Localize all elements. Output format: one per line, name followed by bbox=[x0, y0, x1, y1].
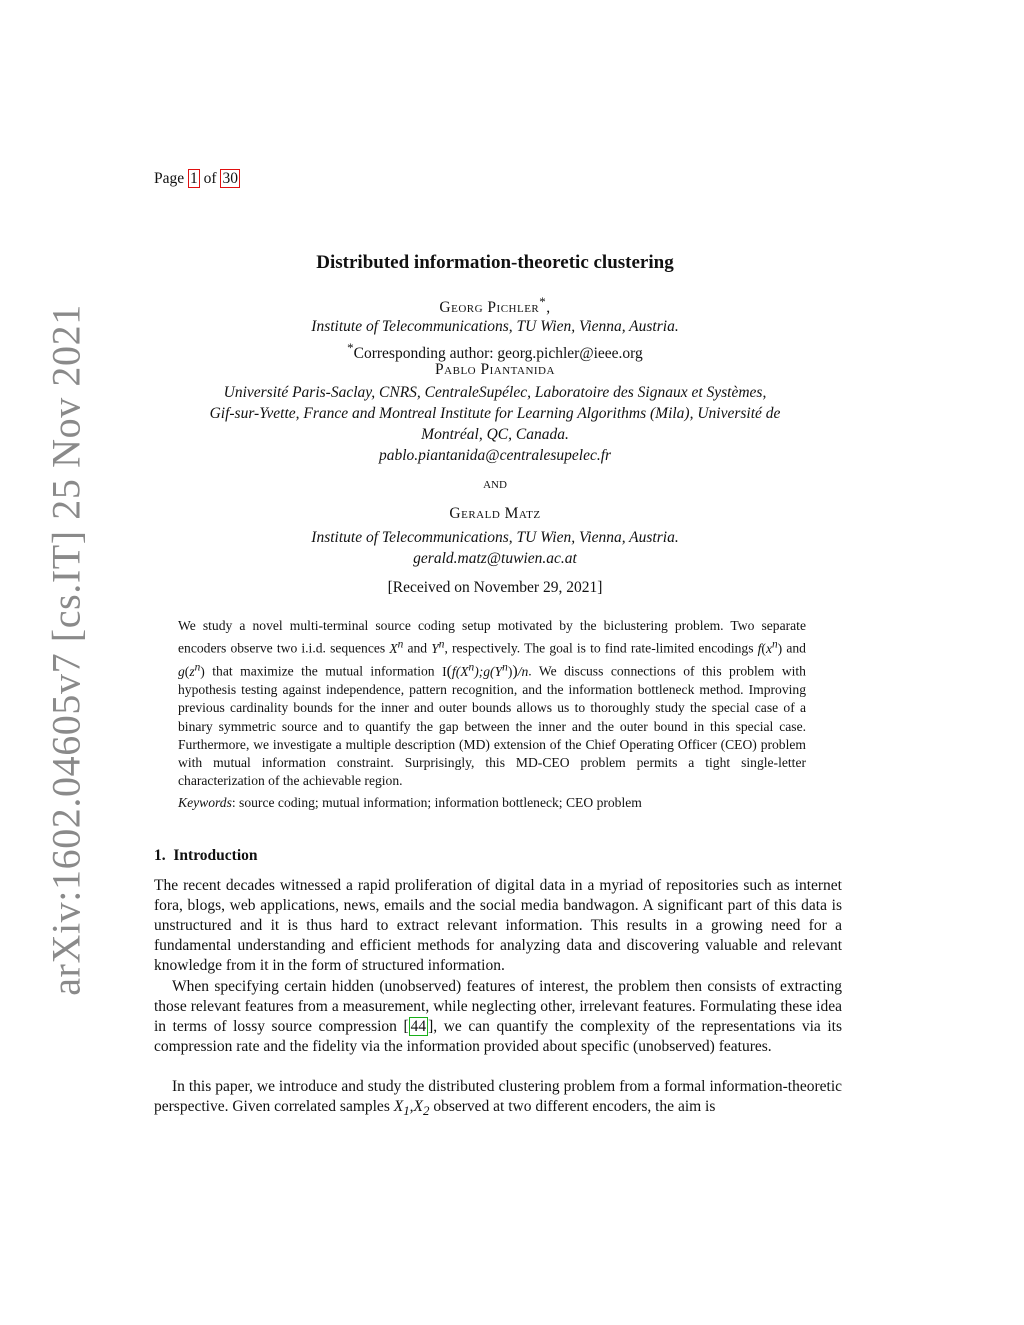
math-sub-1: 1 bbox=[403, 1103, 410, 1119]
math-sup-n: n bbox=[468, 661, 475, 674]
keywords-text: : source coding; mutual information; information bottleneck; CEO problem bbox=[231, 795, 642, 810]
page-label: Page bbox=[154, 170, 185, 187]
author-3-affiliation: Institute of Telecommunications, TU Wien, Vienna, Austria. bbox=[311, 529, 679, 546]
page-counter bbox=[154, 170, 240, 188]
keywords-label: Keywords bbox=[178, 795, 232, 810]
paragraph-1: The recent decades witnessed a rapid proliferation of digital data in a myriad of repositories such as internet fora, blogs, web applications, news, emails and the social media bandwagon. A significant part of this data is unstructured and it is thus hard to extract relevant information. This results in a growing need for a fundamental understanding and efficient methods for analyzing data and discovering valuable and relevant knowledge from it in the form of structured information. bbox=[154, 877, 842, 975]
author-2-affiliation-line-3: Montréal, QC, Canada. bbox=[421, 426, 569, 443]
section-number: 1. bbox=[154, 847, 166, 864]
math-gY: );g(Y bbox=[474, 663, 503, 679]
math-over-n: /n bbox=[517, 663, 529, 679]
received-date: [Received on November 29, 2021] bbox=[387, 579, 603, 596]
paragraph-2-text-b: ], we can quantify the complexity of the representations via its compression rate and the fidelity via the information provided about specific (unobserved) features. bbox=[154, 1018, 842, 1056]
paragraph-3-text-a: In this paper, we introduce and study the distributed clustering problem from a formal information-theoretic perspective. Given correlated samples bbox=[154, 1078, 842, 1116]
total-pages-link[interactable]: 30 bbox=[222, 170, 238, 187]
author-1-mark: * bbox=[539, 294, 547, 309]
abstract-text-4: and bbox=[786, 640, 806, 656]
author-separator-and: and bbox=[483, 476, 507, 492]
math-g: g bbox=[178, 663, 185, 679]
math-sup-n: n bbox=[502, 661, 508, 674]
math-I: I bbox=[442, 663, 447, 679]
author-name-2: Pablo Piantanida bbox=[435, 361, 555, 378]
current-page-link[interactable]: 1 bbox=[190, 170, 198, 187]
paragraph-3-text-b: observed at two different encoders, the aim is bbox=[433, 1098, 716, 1116]
author-1-comma: , bbox=[546, 299, 551, 317]
math-fX: f(X bbox=[451, 663, 469, 679]
math-f: f bbox=[757, 640, 762, 656]
abstract-text-6: . We discuss connections of this problem with hypothesis testing against independence, pattern recognition, and the information bottleneck method. Improving previous cardinality bounds for the inner and outer bounds allows us to thoroughly study the special case of a binary symmetric source and to quantify the gap between the inner and the outer bound in this special case. Furthermore, we investigate a multiple description (MD) extension of the Chief Operating Officer (CEO) problem with mutual information constraint. Surprisingly, this MD-CEO problem permits a tight single-letter characterization of the achievable region. bbox=[178, 663, 806, 789]
math-sup-n: n bbox=[438, 638, 445, 651]
math-Y: Y bbox=[431, 640, 439, 656]
math-X2: X bbox=[413, 1098, 423, 1116]
math-sup-n: n bbox=[194, 661, 201, 674]
math-sup-n: n bbox=[397, 638, 404, 651]
author-3-email: gerald.matz@tuwien.ac.at bbox=[413, 550, 577, 567]
math-fxn: $f(x^n)$ bbox=[757, 638, 783, 656]
math-x: x bbox=[765, 640, 772, 656]
math-Xn bbox=[389, 638, 404, 656]
math-X1: X bbox=[393, 1098, 404, 1116]
page-of-label: of bbox=[203, 170, 217, 187]
math-mutual-information: $I(f(X^n);g(Y^n))/n$ bbox=[442, 661, 529, 680]
author-name-1 bbox=[150, 294, 840, 317]
author-1-affiliation: Institute of Telecommunications, TU Wien, Vienna, Austria. bbox=[311, 318, 679, 335]
paragraph-2-text-a: When specifying certain hidden (unobserved) features of interest, the problem then consists of extracting those relevant features from a measurement, while neglecting other, irrelevant features. Formulating these idea in terms of lossy source compression [ bbox=[154, 978, 842, 1036]
paragraph-3 bbox=[154, 1077, 842, 1121]
author-1-name: Georg Pichler bbox=[439, 299, 540, 317]
author-name-3: Gerald Matz bbox=[449, 505, 541, 522]
paper-title: Distributed information-theoretic clustering bbox=[316, 252, 674, 273]
author-2-affiliation-line-2: Gif-sur-Yvette, France and Montreal Institute for Learning Algorithms (Mila), Université de bbox=[209, 405, 781, 422]
abstract-text-3: , respectively. The goal is to find rate-limited encodings bbox=[444, 640, 754, 656]
abstract-text-5: that maximize the mutual information bbox=[212, 663, 435, 679]
section-heading-introduction bbox=[154, 847, 258, 865]
corresponding-mark: * bbox=[347, 340, 354, 355]
abstract-text-1: We study a novel multi-terminal source coding setup motivated by the biclustering problem. Two separate encoders observe two i.i.d. sequences bbox=[178, 618, 806, 656]
keywords bbox=[178, 795, 806, 811]
abstract bbox=[178, 617, 806, 791]
citation-link-44[interactable]: 44 bbox=[410, 1018, 427, 1036]
section-title: Introduction bbox=[173, 847, 258, 864]
arxiv-sidebar-id: arXiv:1602.04605v7 [cs.IT] 25 Nov 2021 bbox=[43, 304, 89, 996]
math-X: X bbox=[389, 640, 398, 656]
math-X1-X2: $X_1,X_2$ bbox=[393, 1098, 430, 1119]
math-gzn: $g(z^n)$ bbox=[178, 661, 205, 679]
math-z: z bbox=[189, 663, 195, 679]
author-2-email: pablo.piantanida@centralesupelec.fr bbox=[378, 447, 612, 464]
abstract-text-2: and bbox=[407, 640, 428, 656]
math-sup-n: n bbox=[772, 638, 778, 651]
math-sub-2: 2 bbox=[423, 1103, 430, 1119]
math-Yn bbox=[431, 638, 445, 656]
author-2-affiliation-line-1: Université Paris-Saclay, CNRS, CentraleSupélec, Laboratoire des Signaux et Systèmes, bbox=[223, 384, 767, 401]
corresponding-author-text: Corresponding author: georg.pichler@ieee.org bbox=[353, 345, 643, 363]
paragraph-2 bbox=[154, 977, 842, 1057]
